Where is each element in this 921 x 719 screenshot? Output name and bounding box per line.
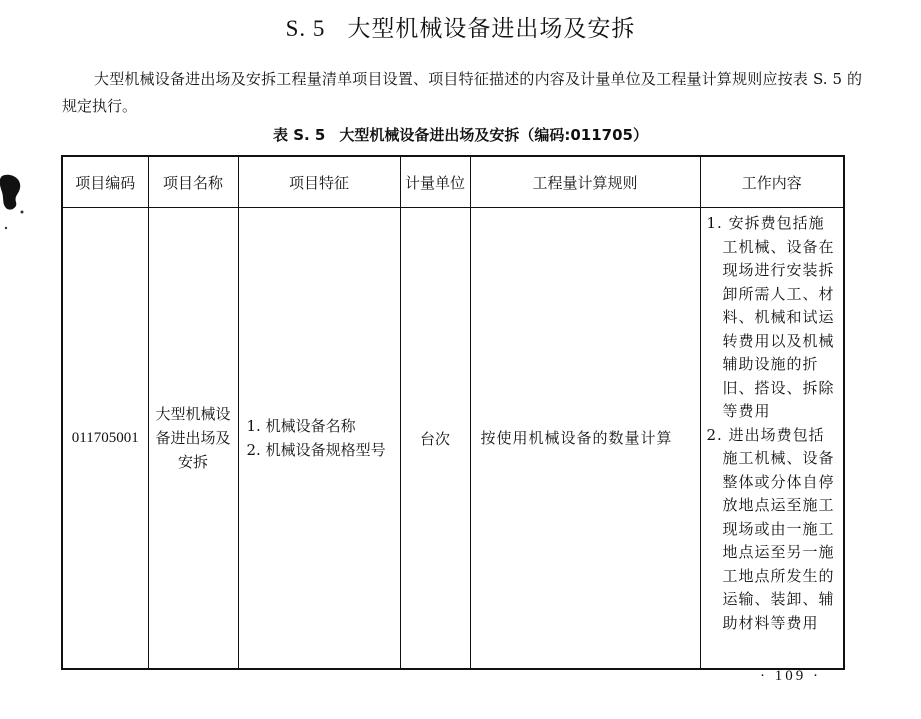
table-caption-text: 大型机械设备进出场及安拆（编码:011705） xyxy=(339,126,648,144)
header-work: 工作内容 xyxy=(700,156,844,208)
cell-rule: 按使用机械设备的数量计算 xyxy=(470,208,700,670)
header-rule: 工程量计算规则 xyxy=(470,156,700,208)
section-number: S. 5 xyxy=(285,16,326,41)
header-unit: 计量单位 xyxy=(400,156,470,208)
section-title xyxy=(0,10,921,43)
spec-table xyxy=(61,155,845,670)
section-heading: 大型机械设备进出场及安拆 xyxy=(347,16,636,42)
feature-item: 1. 机械设备名称 xyxy=(246,417,356,435)
page-number: · 109 · xyxy=(760,668,821,684)
header-name: 项目名称 xyxy=(148,156,238,208)
work-item: 1. 安拆费包括施工机械、设备在现场进行安装拆卸所需人工、材料、机械和试运转费用以及机械辅助设施的折旧、搭设、拆除等费用 xyxy=(706,214,835,420)
header-code: 项目编码 xyxy=(62,156,148,208)
table-caption-prefix: 表 S. 5 xyxy=(272,126,326,144)
work-item: 2. 进出场费包括施工机械、设备整体或分体自停放地点运至施工现场或由一施工地点运至另一施工地点所发生的运输、装卸、辅助材料等费用 xyxy=(706,425,835,632)
cell-work xyxy=(700,208,844,670)
table-caption xyxy=(0,124,921,145)
feature-item: 2. 机械设备规格型号 xyxy=(246,441,386,459)
cell-features xyxy=(238,208,400,670)
intro-paragraph: 大型机械设备进出场及安拆工程量清单项目设置、项目特征描述的内容及计量单位及工程量计算规则应按表 S. 5 的规定执行。 xyxy=(62,70,862,115)
table-header-row xyxy=(62,156,844,208)
cell-name: 大型机械设备进出场及安拆 xyxy=(148,208,238,670)
cell-code: 011705001 xyxy=(62,208,148,670)
cell-unit: 台次 xyxy=(400,208,470,670)
table-row xyxy=(62,208,844,670)
ink-blot-mark xyxy=(0,172,28,232)
header-features: 项目特征 xyxy=(238,156,400,208)
